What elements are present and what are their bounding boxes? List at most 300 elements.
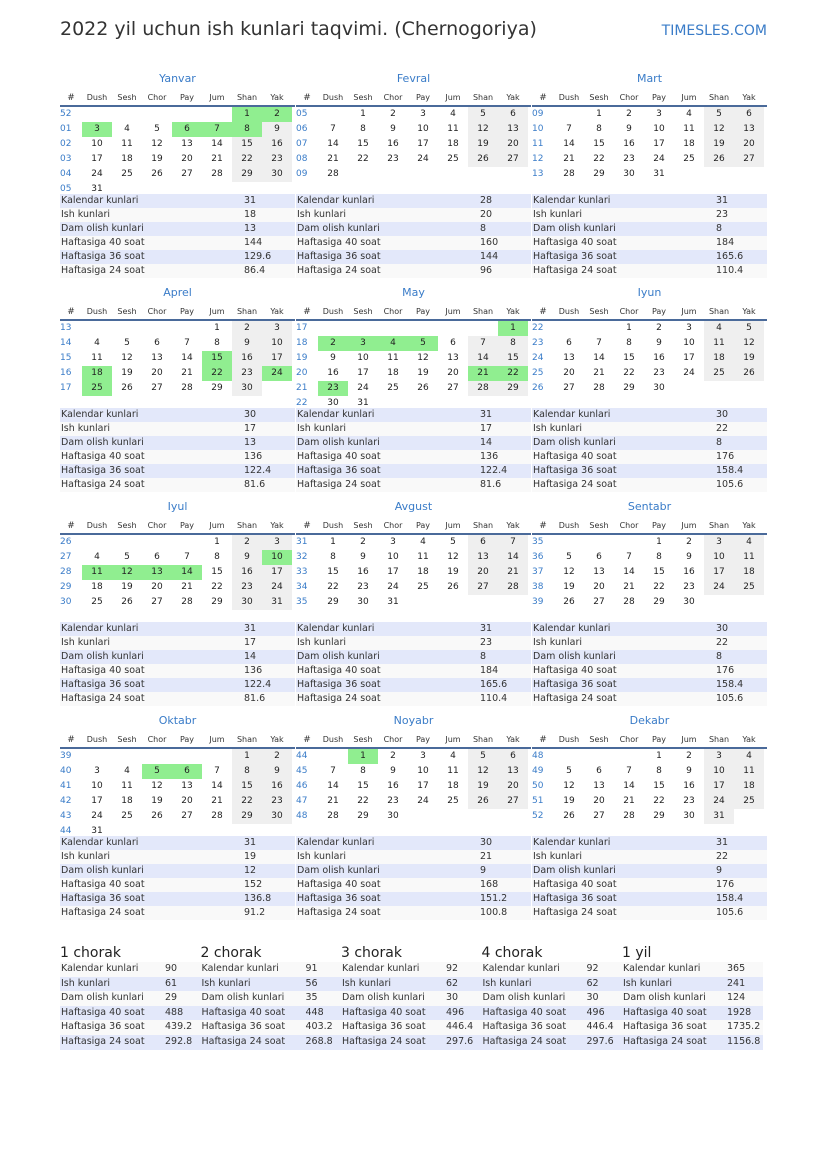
day-cell[interactable]: 28 [623, 811, 635, 821]
day-cell[interactable]: 12 [151, 139, 163, 149]
day-cell[interactable]: 8 [330, 552, 336, 562]
day-cell[interactable]: 2 [390, 109, 396, 119]
day-cell[interactable]: 19 [563, 796, 575, 806]
day-cell[interactable]: 4 [686, 109, 692, 119]
day-cell[interactable]: 18 [91, 582, 103, 592]
day-cell[interactable]: 6 [596, 766, 602, 776]
day-cell[interactable]: 28 [623, 597, 635, 607]
day-cell[interactable]: 4 [94, 338, 100, 348]
day-cell[interactable]: 2 [686, 751, 692, 761]
day-cell[interactable]: 4 [420, 537, 426, 547]
day-cell[interactable]: 27 [468, 580, 498, 595]
day-cell[interactable]: 21 [327, 796, 339, 806]
day-cell[interactable]: 19 [121, 582, 133, 592]
day-cell[interactable]: 24 [417, 154, 429, 164]
day-cell[interactable]: 5 [566, 552, 572, 562]
day-cell[interactable]: 15 [623, 353, 635, 363]
day-cell[interactable]: 6 [498, 749, 528, 764]
day-cell[interactable]: 13 [593, 567, 605, 577]
day-cell[interactable]: 27 [447, 383, 459, 393]
day-cell[interactable]: 8 [498, 336, 528, 351]
day-cell[interactable]: 17 [262, 565, 292, 580]
day-cell[interactable]: 23 [232, 366, 262, 381]
day-cell[interactable]: 24 [653, 154, 665, 164]
day-cell[interactable]: 25 [704, 366, 734, 381]
day-cell[interactable]: 31 [91, 826, 103, 836]
day-cell[interactable]: 26 [121, 597, 133, 607]
brand-link[interactable]: TIMESLES.COM [661, 23, 767, 39]
day-cell[interactable]: 27 [181, 169, 193, 179]
day-cell[interactable]: 20 [734, 137, 764, 152]
day-cell[interactable]: 11 [82, 565, 112, 580]
day-cell[interactable]: 25 [121, 811, 133, 821]
day-cell[interactable]: 18 [683, 139, 695, 149]
day-cell[interactable]: 21 [593, 368, 605, 378]
day-cell[interactable]: 20 [181, 796, 193, 806]
day-cell[interactable]: 14 [498, 550, 528, 565]
day-cell[interactable]: 30 [357, 597, 369, 607]
day-cell[interactable]: 15 [232, 779, 262, 794]
day-cell[interactable]: 26 [734, 366, 764, 381]
day-cell[interactable]: 7 [330, 124, 336, 134]
day-cell[interactable]: 29 [211, 383, 223, 393]
day-cell[interactable]: 22 [202, 366, 232, 381]
day-cell[interactable]: 16 [387, 781, 399, 791]
day-cell[interactable]: 8 [214, 338, 220, 348]
day-cell[interactable]: 22 [498, 366, 528, 381]
day-cell[interactable]: 19 [417, 368, 429, 378]
day-cell[interactable]: 7 [498, 535, 528, 550]
day-cell[interactable]: 23 [262, 152, 292, 167]
day-cell[interactable]: 13 [593, 781, 605, 791]
day-cell[interactable]: 16 [327, 368, 339, 378]
day-cell[interactable]: 15 [232, 137, 262, 152]
day-cell[interactable]: 18 [734, 565, 764, 580]
day-cell[interactable]: 29 [498, 381, 528, 396]
day-cell[interactable]: 13 [447, 353, 459, 363]
day-cell[interactable]: 9 [390, 766, 396, 776]
day-cell[interactable]: 3 [420, 751, 426, 761]
day-cell[interactable]: 7 [214, 766, 220, 776]
day-cell[interactable]: 14 [623, 781, 635, 791]
day-cell[interactable]: 13 [498, 764, 528, 779]
day-cell[interactable]: 26 [468, 152, 498, 167]
day-cell[interactable]: 13 [734, 122, 764, 137]
day-cell[interactable]: 7 [202, 122, 232, 137]
day-cell[interactable]: 10 [704, 764, 734, 779]
day-cell[interactable]: 22 [653, 796, 665, 806]
day-cell[interactable]: 2 [360, 537, 366, 547]
day-cell[interactable]: 30 [232, 595, 262, 610]
day-cell[interactable]: 19 [468, 779, 498, 794]
day-cell[interactable]: 4 [450, 109, 456, 119]
day-cell[interactable]: 24 [357, 383, 369, 393]
day-cell[interactable]: 10 [262, 550, 292, 565]
day-cell[interactable]: 19 [734, 351, 764, 366]
day-cell[interactable]: 1 [626, 323, 632, 333]
day-cell[interactable]: 2 [232, 321, 262, 336]
day-cell[interactable]: 19 [447, 567, 459, 577]
day-cell[interactable]: 14 [172, 565, 202, 580]
day-cell[interactable]: 30 [327, 398, 339, 408]
day-cell[interactable]: 6 [172, 122, 202, 137]
day-cell[interactable]: 9 [360, 552, 366, 562]
day-cell[interactable]: 29 [327, 597, 339, 607]
day-cell[interactable]: 7 [468, 336, 498, 351]
day-cell[interactable]: 20 [447, 368, 459, 378]
day-cell[interactable]: 3 [348, 336, 378, 351]
day-cell[interactable]: 6 [172, 764, 202, 779]
day-cell[interactable]: 10 [262, 336, 292, 351]
day-cell[interactable]: 29 [653, 811, 665, 821]
day-cell[interactable]: 7 [626, 766, 632, 776]
day-cell[interactable]: 1 [232, 749, 262, 764]
day-cell[interactable]: 9 [686, 552, 692, 562]
day-cell[interactable]: 14 [211, 781, 223, 791]
day-cell[interactable]: 12 [704, 122, 734, 137]
day-cell[interactable]: 23 [683, 796, 695, 806]
day-cell[interactable]: 31 [704, 809, 734, 824]
day-cell[interactable]: 7 [566, 124, 572, 134]
day-cell[interactable]: 10 [387, 552, 399, 562]
day-cell[interactable]: 9 [262, 122, 292, 137]
day-cell[interactable]: 15 [498, 351, 528, 366]
day-cell[interactable]: 25 [387, 383, 399, 393]
day-cell[interactable]: 21 [327, 154, 339, 164]
day-cell[interactable]: 22 [357, 796, 369, 806]
day-cell[interactable]: 25 [91, 597, 103, 607]
day-cell[interactable]: 9 [232, 336, 262, 351]
day-cell[interactable]: 24 [683, 368, 695, 378]
day-cell[interactable]: 15 [327, 567, 339, 577]
day-cell[interactable]: 6 [468, 535, 498, 550]
day-cell[interactable]: 14 [468, 351, 498, 366]
day-cell[interactable]: 7 [596, 338, 602, 348]
day-cell[interactable]: 24 [387, 582, 399, 592]
day-cell[interactable]: 24 [262, 366, 292, 381]
day-cell[interactable]: 29 [623, 383, 635, 393]
day-cell[interactable]: 30 [683, 597, 695, 607]
day-cell[interactable]: 24 [91, 169, 103, 179]
day-cell[interactable]: 7 [626, 552, 632, 562]
day-cell[interactable]: 8 [360, 766, 366, 776]
day-cell[interactable]: 10 [653, 124, 665, 134]
day-cell[interactable]: 12 [112, 565, 142, 580]
day-cell[interactable]: 10 [704, 550, 734, 565]
day-cell[interactable]: 12 [563, 567, 575, 577]
day-cell[interactable]: 22 [232, 794, 262, 809]
day-cell[interactable]: 28 [211, 169, 223, 179]
day-cell[interactable]: 14 [211, 139, 223, 149]
day-cell[interactable]: 26 [417, 383, 429, 393]
day-cell[interactable]: 13 [142, 565, 172, 580]
day-cell[interactable]: 9 [686, 766, 692, 776]
day-cell[interactable]: 29 [357, 811, 369, 821]
day-cell[interactable]: 3 [262, 535, 292, 550]
day-cell[interactable]: 19 [151, 154, 163, 164]
day-cell[interactable]: 23 [387, 796, 399, 806]
day-cell[interactable]: 22 [623, 368, 635, 378]
day-cell[interactable]: 17 [653, 139, 665, 149]
day-cell[interactable]: 11 [417, 552, 429, 562]
day-cell[interactable]: 20 [593, 582, 605, 592]
day-cell[interactable]: 27 [593, 811, 605, 821]
day-cell[interactable]: 5 [142, 764, 172, 779]
day-cell[interactable]: 9 [262, 764, 292, 779]
day-cell[interactable]: 21 [498, 565, 528, 580]
day-cell[interactable]: 30 [262, 809, 292, 824]
day-cell[interactable]: 18 [734, 779, 764, 794]
day-cell[interactable]: 1 [232, 107, 262, 122]
day-cell[interactable]: 6 [734, 107, 764, 122]
day-cell[interactable]: 7 [184, 338, 190, 348]
day-cell[interactable]: 20 [468, 565, 498, 580]
day-cell[interactable]: 17 [704, 565, 734, 580]
day-cell[interactable]: 4 [94, 552, 100, 562]
day-cell[interactable]: 2 [262, 107, 292, 122]
day-cell[interactable]: 23 [232, 580, 262, 595]
day-cell[interactable]: 15 [357, 139, 369, 149]
day-cell[interactable]: 16 [387, 139, 399, 149]
day-cell[interactable]: 28 [593, 383, 605, 393]
day-cell[interactable]: 9 [232, 550, 262, 565]
day-cell[interactable]: 4 [124, 766, 130, 776]
day-cell[interactable]: 25 [683, 154, 695, 164]
day-cell[interactable]: 24 [417, 796, 429, 806]
day-cell[interactable]: 4 [124, 124, 130, 134]
day-cell[interactable]: 23 [318, 381, 348, 396]
day-cell[interactable]: 11 [91, 353, 103, 363]
day-cell[interactable]: 25 [417, 582, 429, 592]
day-cell[interactable]: 1 [348, 749, 378, 764]
day-cell[interactable]: 19 [563, 582, 575, 592]
day-cell[interactable]: 2 [656, 323, 662, 333]
day-cell[interactable]: 3 [656, 109, 662, 119]
day-cell[interactable]: 7 [330, 766, 336, 776]
day-cell[interactable]: 29 [232, 167, 262, 182]
day-cell[interactable]: 14 [593, 353, 605, 363]
day-cell[interactable]: 5 [450, 537, 456, 547]
day-cell[interactable]: 30 [683, 811, 695, 821]
day-cell[interactable]: 20 [498, 779, 528, 794]
day-cell[interactable]: 3 [686, 323, 692, 333]
day-cell[interactable]: 20 [151, 582, 163, 592]
day-cell[interactable]: 22 [357, 154, 369, 164]
day-cell[interactable]: 23 [262, 794, 292, 809]
day-cell[interactable]: 1 [656, 537, 662, 547]
day-cell[interactable]: 20 [563, 368, 575, 378]
day-cell[interactable]: 4 [378, 336, 408, 351]
day-cell[interactable]: 5 [468, 749, 498, 764]
day-cell[interactable]: 25 [82, 381, 112, 396]
day-cell[interactable]: 15 [211, 567, 223, 577]
day-cell[interactable]: 13 [563, 353, 575, 363]
day-cell[interactable]: 15 [357, 781, 369, 791]
day-cell[interactable]: 6 [596, 552, 602, 562]
day-cell[interactable]: 22 [327, 582, 339, 592]
day-cell[interactable]: 24 [91, 811, 103, 821]
day-cell[interactable]: 17 [91, 154, 103, 164]
day-cell[interactable]: 26 [121, 383, 133, 393]
day-cell[interactable]: 31 [387, 597, 399, 607]
day-cell[interactable]: 2 [318, 336, 348, 351]
day-cell[interactable]: 23 [387, 154, 399, 164]
day-cell[interactable]: 15 [593, 139, 605, 149]
day-cell[interactable]: 12 [121, 353, 133, 363]
day-cell[interactable]: 31 [91, 184, 103, 194]
day-cell[interactable]: 21 [181, 582, 193, 592]
day-cell[interactable]: 1 [596, 109, 602, 119]
day-cell[interactable]: 12 [468, 122, 498, 137]
day-cell[interactable]: 19 [151, 796, 163, 806]
day-cell[interactable]: 5 [704, 107, 734, 122]
day-cell[interactable]: 21 [468, 366, 498, 381]
day-cell[interactable]: 24 [704, 794, 734, 809]
day-cell[interactable]: 23 [357, 582, 369, 592]
day-cell[interactable]: 29 [593, 169, 605, 179]
day-cell[interactable]: 17 [262, 351, 292, 366]
day-cell[interactable]: 9 [330, 353, 336, 363]
day-cell[interactable]: 26 [447, 582, 459, 592]
day-cell[interactable]: 18 [121, 796, 133, 806]
day-cell[interactable]: 14 [563, 139, 575, 149]
day-cell[interactable]: 2 [232, 535, 262, 550]
day-cell[interactable]: 23 [683, 582, 695, 592]
day-cell[interactable]: 28 [327, 811, 339, 821]
day-cell[interactable]: 3 [390, 537, 396, 547]
day-cell[interactable]: 26 [563, 597, 575, 607]
day-cell[interactable]: 1 [214, 323, 220, 333]
day-cell[interactable]: 14 [623, 567, 635, 577]
day-cell[interactable]: 5 [734, 321, 764, 336]
day-cell[interactable]: 23 [623, 154, 635, 164]
day-cell[interactable]: 11 [734, 764, 764, 779]
day-cell[interactable]: 3 [94, 766, 100, 776]
day-cell[interactable]: 30 [653, 383, 665, 393]
day-cell[interactable]: 7 [184, 552, 190, 562]
day-cell[interactable]: 26 [151, 169, 163, 179]
day-cell[interactable]: 18 [121, 154, 133, 164]
day-cell[interactable]: 11 [121, 139, 133, 149]
day-cell[interactable]: 20 [498, 137, 528, 152]
day-cell[interactable]: 4 [704, 321, 734, 336]
day-cell[interactable]: 16 [653, 353, 665, 363]
day-cell[interactable]: 17 [704, 779, 734, 794]
day-cell[interactable]: 8 [214, 552, 220, 562]
day-cell[interactable]: 27 [498, 152, 528, 167]
day-cell[interactable]: 30 [262, 167, 292, 182]
day-cell[interactable]: 30 [232, 381, 262, 396]
day-cell[interactable]: 21 [211, 796, 223, 806]
day-cell[interactable]: 8 [232, 122, 262, 137]
day-cell[interactable]: 31 [653, 169, 665, 179]
day-cell[interactable]: 22 [211, 582, 223, 592]
day-cell[interactable]: 29 [232, 809, 262, 824]
day-cell[interactable]: 13 [181, 139, 193, 149]
day-cell[interactable]: 12 [734, 336, 764, 351]
day-cell[interactable]: 27 [734, 152, 764, 167]
day-cell[interactable]: 17 [683, 353, 695, 363]
day-cell[interactable]: 28 [181, 597, 193, 607]
day-cell[interactable]: 6 [154, 552, 160, 562]
day-cell[interactable]: 5 [124, 338, 130, 348]
day-cell[interactable]: 18 [417, 567, 429, 577]
day-cell[interactable]: 27 [498, 794, 528, 809]
day-cell[interactable]: 13 [468, 550, 498, 565]
day-cell[interactable]: 10 [91, 781, 103, 791]
day-cell[interactable]: 23 [653, 368, 665, 378]
day-cell[interactable]: 11 [683, 124, 695, 134]
day-cell[interactable]: 16 [623, 139, 635, 149]
day-cell[interactable]: 27 [593, 597, 605, 607]
day-cell[interactable]: 12 [151, 781, 163, 791]
day-cell[interactable]: 21 [563, 154, 575, 164]
day-cell[interactable]: 2 [626, 109, 632, 119]
day-cell[interactable]: 1 [214, 537, 220, 547]
day-cell[interactable]: 13 [181, 781, 193, 791]
day-cell[interactable]: 1 [330, 537, 336, 547]
day-cell[interactable]: 16 [232, 565, 262, 580]
day-cell[interactable]: 5 [408, 336, 438, 351]
day-cell[interactable]: 31 [357, 398, 369, 408]
day-cell[interactable]: 2 [686, 537, 692, 547]
day-cell[interactable]: 22 [593, 154, 605, 164]
day-cell[interactable]: 12 [563, 781, 575, 791]
day-cell[interactable]: 10 [417, 766, 429, 776]
day-cell[interactable]: 8 [656, 552, 662, 562]
day-cell[interactable]: 16 [262, 137, 292, 152]
day-cell[interactable]: 9 [626, 124, 632, 134]
day-cell[interactable]: 27 [563, 383, 575, 393]
day-cell[interactable]: 18 [387, 368, 399, 378]
day-cell[interactable]: 17 [387, 567, 399, 577]
day-cell[interactable]: 17 [417, 781, 429, 791]
day-cell[interactable]: 22 [232, 152, 262, 167]
day-cell[interactable]: 5 [124, 552, 130, 562]
day-cell[interactable]: 28 [211, 811, 223, 821]
day-cell[interactable]: 2 [262, 749, 292, 764]
day-cell[interactable]: 29 [211, 597, 223, 607]
day-cell[interactable]: 25 [734, 794, 764, 809]
day-cell[interactable]: 16 [232, 351, 262, 366]
day-cell[interactable]: 19 [468, 137, 498, 152]
day-cell[interactable]: 16 [683, 781, 695, 791]
day-cell[interactable]: 24 [262, 580, 292, 595]
day-cell[interactable]: 10 [357, 353, 369, 363]
day-cell[interactable]: 28 [498, 580, 528, 595]
day-cell[interactable]: 15 [202, 351, 232, 366]
day-cell[interactable]: 16 [683, 567, 695, 577]
day-cell[interactable]: 11 [447, 766, 459, 776]
day-cell[interactable]: 10 [91, 139, 103, 149]
day-cell[interactable]: 5 [468, 107, 498, 122]
day-cell[interactable]: 13 [498, 122, 528, 137]
day-cell[interactable]: 28 [181, 383, 193, 393]
day-cell[interactable]: 20 [593, 796, 605, 806]
day-cell[interactable]: 14 [327, 781, 339, 791]
day-cell[interactable]: 5 [566, 766, 572, 776]
day-cell[interactable]: 17 [357, 368, 369, 378]
day-cell[interactable]: 24 [704, 580, 734, 595]
day-cell[interactable]: 12 [417, 353, 429, 363]
day-cell[interactable]: 2 [390, 751, 396, 761]
day-cell[interactable]: 6 [450, 338, 456, 348]
day-cell[interactable]: 21 [623, 582, 635, 592]
day-cell[interactable]: 21 [181, 368, 193, 378]
day-cell[interactable]: 26 [151, 811, 163, 821]
day-cell[interactable]: 17 [91, 796, 103, 806]
day-cell[interactable]: 20 [151, 368, 163, 378]
